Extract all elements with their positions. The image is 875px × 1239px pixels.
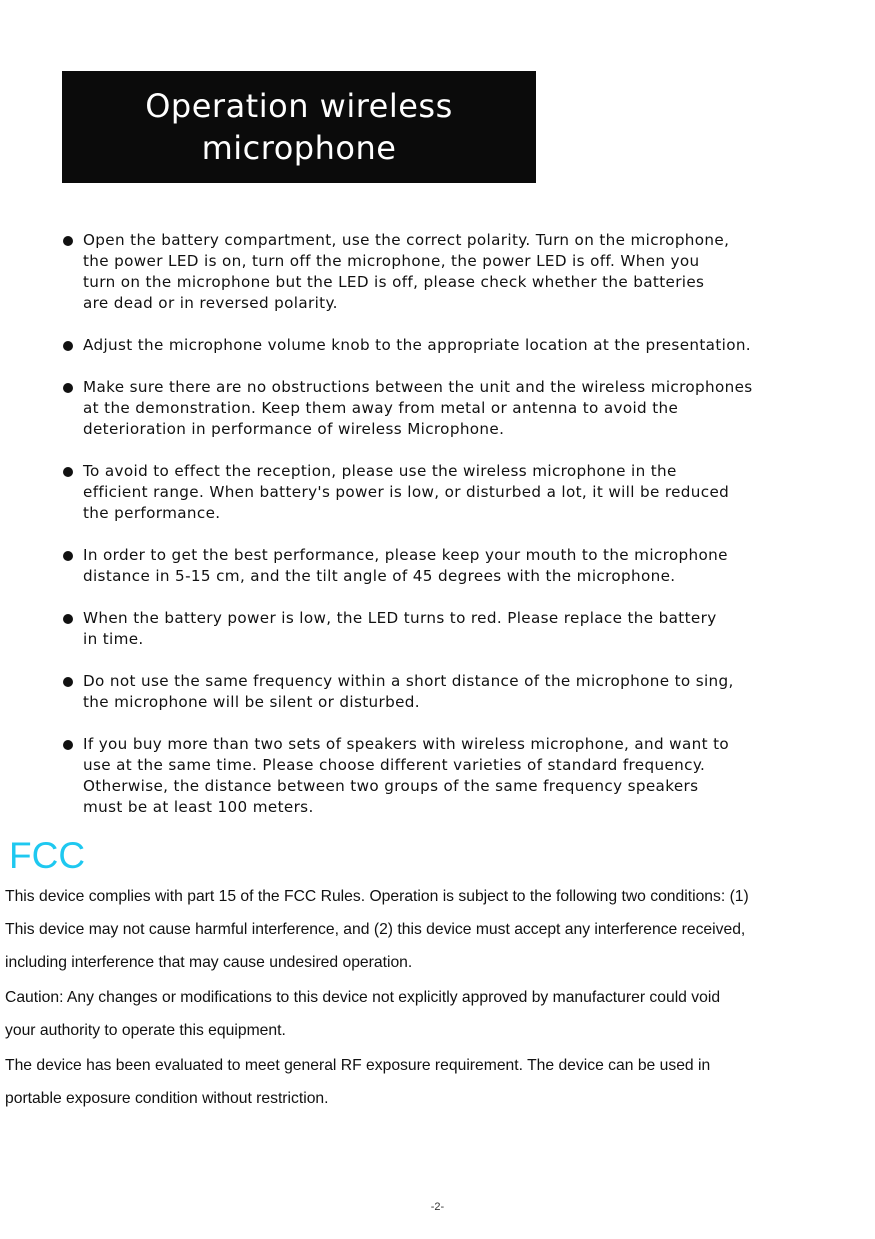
bullet-icon: [63, 677, 73, 687]
fcc-line: This device complies with part 15 of the FCC Rules. Operation is subject to the following two conditions: (1): [5, 888, 749, 905]
fcc-statement: [5, 880, 873, 1117]
fcc-line: This device may not cause harmful interference, and (2) this device must accept any interference received,: [5, 921, 746, 938]
instruction-line: in time.: [83, 630, 144, 648]
fcc-line: including interference that may cause undesired operation.: [5, 954, 413, 971]
instruction-item: [63, 545, 853, 587]
instruction-line: use at the same time. Please choose different varieties of standard frequency.: [83, 756, 706, 774]
fcc-caution-paragraph: [5, 981, 873, 1047]
instruction-line: efficient range. When battery's power is low, or disturbed a lot, it will be reduced: [83, 483, 730, 501]
fcc-line: Caution: Any changes or modifications to this device not explicitly approved by manufacturer could void: [5, 989, 721, 1006]
section-title-line-1: Operation wireless: [145, 87, 453, 125]
instruction-line: are dead or in reversed polarity.: [83, 294, 338, 312]
fcc-compliance-paragraph: [5, 880, 873, 979]
bullet-icon: [63, 614, 73, 624]
instruction-line: Make sure there are no obstructions between the unit and the wireless microphones: [83, 378, 753, 396]
instruction-line: at the demonstration. Keep them away from metal or antenna to avoid the: [83, 399, 679, 417]
instruction-item: [63, 671, 853, 713]
fcc-line: your authority to operate this equipment.: [5, 1022, 286, 1039]
instruction-line: must be at least 100 meters.: [83, 798, 314, 816]
instruction-line: deterioration in performance of wireless Microphone.: [83, 420, 505, 438]
instruction-item: [63, 608, 853, 650]
page-number: -2-: [430, 1201, 445, 1213]
instruction-line: turn on the microphone but the LED is off, please check whether the batteries: [83, 273, 705, 291]
bullet-icon: [63, 383, 73, 393]
instruction-item: [63, 377, 853, 440]
section-title-line-2: microphone: [201, 129, 397, 167]
instruction-line: the power LED is on, turn off the microphone, the power LED is off. When you: [83, 252, 700, 270]
instruction-line: If you buy more than two sets of speakers with wireless microphone, and want to: [83, 735, 730, 753]
bullet-icon: [63, 236, 73, 246]
fcc-line: The device has been evaluated to meet general RF exposure requirement. The device can be used in: [5, 1057, 711, 1074]
fcc-rf-exposure-paragraph: [5, 1049, 873, 1115]
instruction-item: [63, 335, 853, 356]
instruction-line: Do not use the same frequency within a short distance of the microphone to sing,: [83, 672, 734, 690]
bullet-icon: [63, 551, 73, 561]
bullet-icon: [63, 740, 73, 750]
instruction-line: Otherwise, the distance between two groups of the same frequency speakers: [83, 777, 699, 795]
instruction-line: distance in 5-15 cm, and the tilt angle of 45 degrees with the microphone.: [83, 567, 676, 585]
fcc-heading: FCC: [9, 835, 86, 876]
instruction-line: In order to get the best performance, please keep your mouth to the microphone: [83, 546, 728, 564]
instruction-line: When the battery power is low, the LED turns to red. Please replace the battery: [83, 609, 717, 627]
instruction-line: To avoid to effect the reception, please use the wireless microphone in the: [83, 462, 677, 480]
bullet-icon: [63, 467, 73, 477]
instruction-line: the microphone will be silent or disturbed.: [83, 693, 420, 711]
instruction-line: Adjust the microphone volume knob to the appropriate location at the presentation.: [83, 336, 751, 354]
bullet-icon: [63, 341, 73, 351]
instruction-item: [63, 461, 853, 524]
section-title-banner: [62, 71, 536, 183]
instruction-line: the performance.: [83, 504, 221, 522]
instruction-item: [63, 734, 853, 818]
instruction-item: [63, 230, 853, 314]
instruction-line: Open the battery compartment, use the correct polarity. Turn on the microphone,: [83, 231, 730, 249]
instruction-list: [63, 230, 853, 839]
fcc-line: portable exposure condition without restriction.: [5, 1090, 329, 1107]
